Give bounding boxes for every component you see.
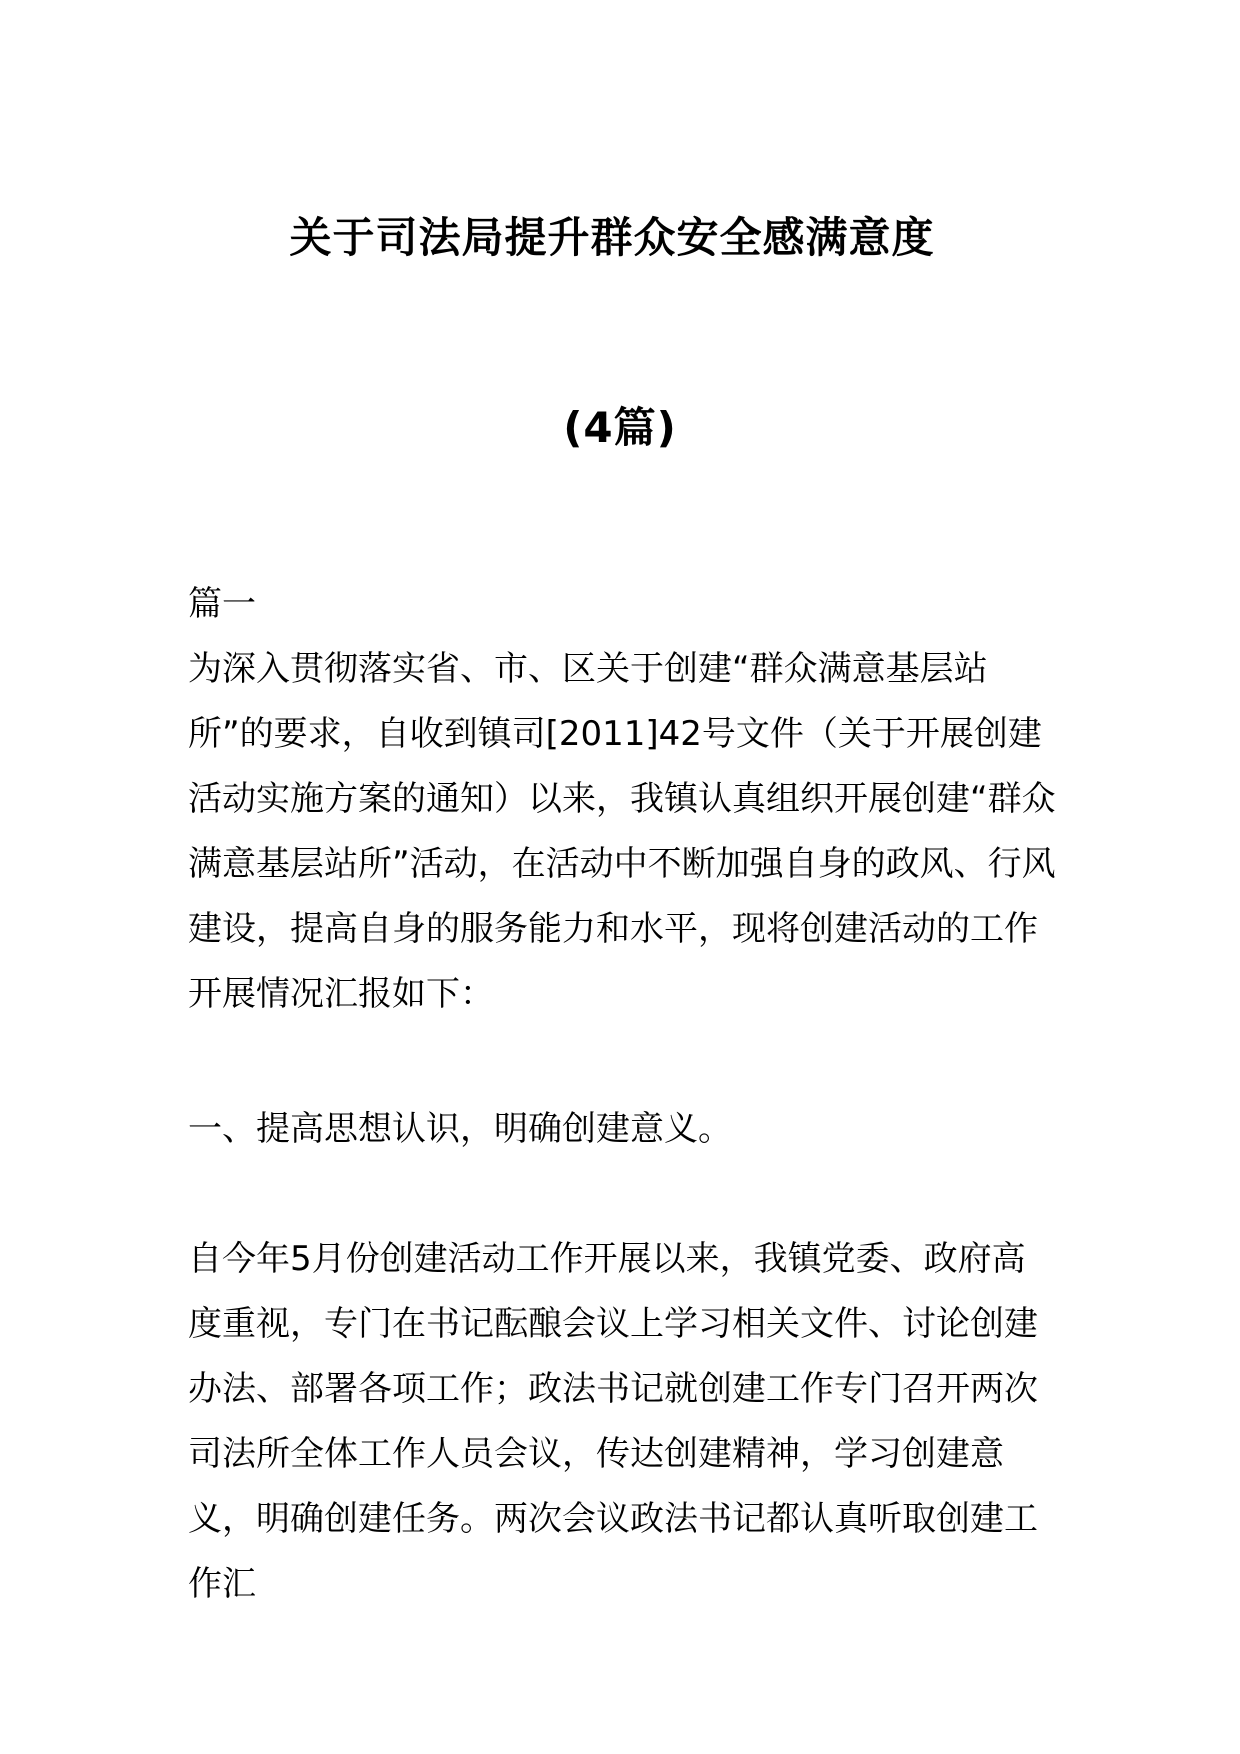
document-subtitle: (4篇) [563,403,677,452]
paragraph-body: 自今年5月份创建活动工作开展以来，我镇党委、政府高度重视，专门在书记酝酿会议上学习相关文件、讨论创建办法、部署各项工作；政法书记就创建工作专门召开两次司法所全体工作人员会议，传达创建精神，学习创建意义，明确创建任务。两次会议政法书记都认真听取创建工作汇 [188,1239,1038,1604]
document-title: 关于司法局提升群众安全感满意度 [289,213,935,262]
paragraph-intro: 为深入贯彻落实省、市、区关于创建“群众满意基层站所”的要求，自收到镇司[2011]42号文件（关于开展创建活动实施方案的通知）以来，我镇认真组织开展创建“群众满意基层站所”活动，在活动中不断加强自身的政风、行风建设，提高自身的服务能力和水平，现将创建活动的工作开展情况汇报如下： [188,649,1056,1014]
section-heading: 一、提高思想认识，明确创建意义。 [188,1109,732,1149]
part-label: 篇一 [188,584,256,624]
